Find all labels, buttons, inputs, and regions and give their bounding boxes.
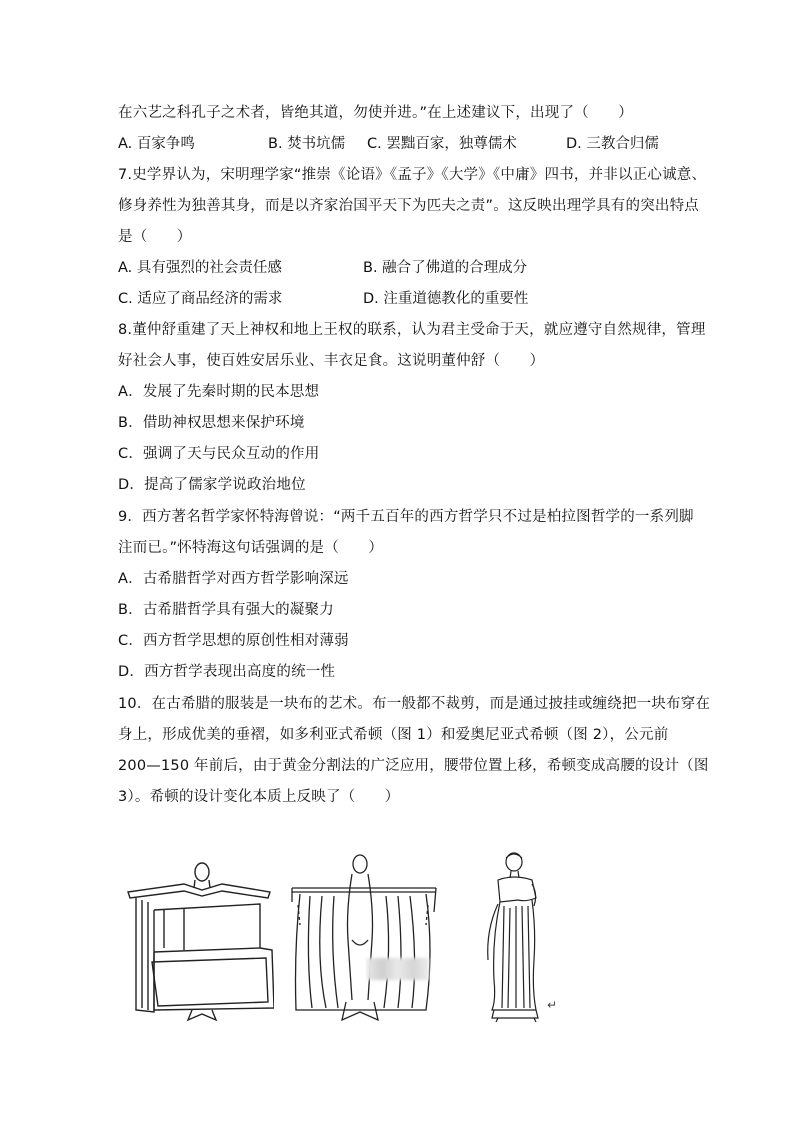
q10-stem-line-2: 身上，形成优美的垂褶，如多利亚式希顿（图 1）和爱奥尼亚式希顿（图 2），公元前 [118,727,669,743]
q7-option-c[interactable]: C. 适应了商品经济的需求 [118,291,283,307]
q7-options-row-2 [118,289,678,309]
q9-option-d[interactable]: D．西方哲学表现出高度的统一性 [118,664,336,680]
q7-options-row-1 [118,258,678,278]
q8-option-d[interactable]: D．提高了儒家学说政治地位 [118,477,306,493]
q9-option-b[interactable]: B．古希腊哲学具有强大的凝聚力 [118,602,334,618]
q9-option-c[interactable]: C．西方哲学思想的原创性相对薄弱 [118,633,349,649]
paragraph-mark: ↵ [547,998,558,1012]
chiton-figures [118,850,598,1025]
q8-stem-line-1: 8.董仲舒重建了天上神权和地上王权的联系，认为君主受命于天，就应遵守自然规律，管理 [118,322,706,338]
q8-option-a[interactable]: A．发展了先秦时期的民本思想 [118,384,320,400]
q6-option-b[interactable]: B. 焚书坑儒 [268,136,346,152]
q7-stem-line-1: 7.史学界认为，宋明理学家“推崇《论语》《孟子》《大学》《中庸》四书，并非以正心诚意、 [118,167,707,183]
high-waist-chiton-figure [478,850,553,1022]
q9-option-a[interactable]: A．古希腊哲学对西方哲学影响深远 [118,571,349,587]
q9-stem-line-1: 9．西方著名哲学家怀特海曾说：“两千五百年的西方哲学只不过是柏拉图哲学的一系列脚 [118,509,694,525]
ionic-chiton-figure [286,850,441,1022]
q8-option-b[interactable]: B．借助神权思想来保护环境 [118,415,305,431]
q7-option-a[interactable]: A. 具有强烈的社会责任感 [118,260,282,276]
q6-options [118,134,678,154]
q7-option-b[interactable]: B. 融合了佛道的合理成分 [363,260,528,276]
q6-option-d[interactable]: D. 三教合归儒 [566,136,659,152]
q6-stem-tail: 在六艺之科孔子之术者，皆绝其道，勿使并进。”在上述建议下，出现了（ ） [118,105,633,121]
q7-option-d[interactable]: D. 注重道德教化的重要性 [363,291,529,307]
q7-stem-line-3: 是（ ） [118,229,192,245]
q10-stem-line-4: 3）。希顿的设计变化本质上反映了（ ） [118,789,400,805]
q8-option-c[interactable]: C．强调了天与民众互动的作用 [118,446,320,462]
q6-option-a[interactable]: A. 百家争鸣 [118,136,195,152]
q8-stem-line-2: 好社会人事，使百姓安居乐业、丰衣足食。这说明董仲舒（ ） [118,353,545,369]
q10-stem-line-1: 10．在古希腊的服装是一块布的艺术。布一般都不裁剪，而是通过披挂或缠绕把一块布穿在 [118,696,711,712]
q10-stem-line-3: 200—150 年前后，由于黄金分割法的广泛应用，腰带位置上移，希顿变成高腰的设计（图 [118,758,709,774]
q9-stem-line-2: 注而已。”怀特海这句话强调的是（ ） [118,540,384,556]
q7-stem-line-2: 修身养性为独善其身，而是以齐家治国平天下为匹夫之责”。这反映出理学具有的突出特点 [118,198,700,214]
blurred-watermark [367,958,429,980]
q6-option-c[interactable]: C. 罢黜百家，独尊儒术 [367,136,517,152]
doric-chiton-figure [124,850,274,1022]
